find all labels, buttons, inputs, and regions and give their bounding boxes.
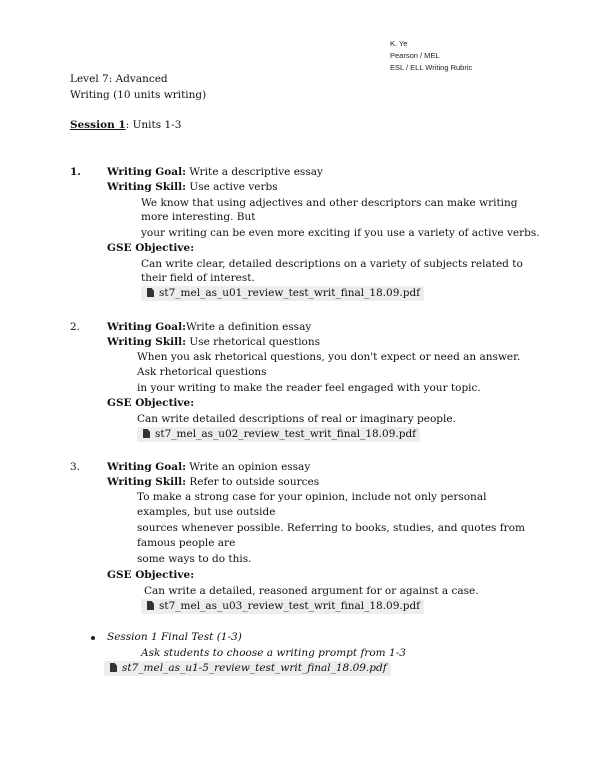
file-chip[interactable] bbox=[104, 661, 391, 676]
page-header bbox=[390, 38, 472, 74]
gse-label: GSE Objective: bbox=[107, 569, 195, 581]
item-number: 3. bbox=[70, 461, 81, 473]
header-author: K. Ye bbox=[390, 39, 408, 48]
file-name: st7_mel_as_u1-5_review_test_writ_final_18.09.pdf bbox=[122, 662, 387, 674]
skill-line: To make a strong case for your opinion, include not only personal bbox=[137, 491, 487, 503]
gse-label: GSE Objective: bbox=[107, 242, 195, 254]
skill-line: We know that using adjectives and other descriptors can make writing bbox=[141, 197, 518, 209]
writing-skill bbox=[107, 335, 320, 349]
final-test-note: Ask students to choose a writing prompt from 1-3 bbox=[141, 647, 406, 659]
writing-skill bbox=[107, 180, 278, 194]
item-number: 2. bbox=[70, 321, 81, 333]
skill-label: Writing Skill: bbox=[107, 181, 187, 193]
gse-line: Can write a detailed, reasoned argument for or against a case. bbox=[144, 585, 479, 597]
skill-line: your writing can be even more exciting if you use a variety of active verbs. bbox=[141, 227, 540, 239]
skill-line: Ask rhetorical questions bbox=[137, 366, 267, 378]
file-name: st7_mel_as_u01_review_test_writ_final_18.09.pdf bbox=[159, 287, 421, 299]
goal-text: Write a definition essay bbox=[185, 321, 312, 333]
session-label: Session 1 bbox=[70, 119, 126, 131]
skill-label: Writing Skill: bbox=[107, 476, 187, 488]
skill-label: Writing Skill: bbox=[107, 336, 187, 348]
skill-line: famous people are bbox=[137, 537, 236, 549]
file-icon bbox=[147, 601, 154, 610]
skill-text: Use rhetorical questions bbox=[186, 336, 321, 348]
file-chip[interactable] bbox=[137, 427, 420, 442]
skill-text: Refer to outside sources bbox=[186, 476, 320, 488]
writing-goal bbox=[107, 320, 311, 334]
file-icon bbox=[110, 663, 117, 672]
goal-text: Write a descriptive essay bbox=[185, 166, 323, 178]
goal-label: Writing Goal: bbox=[107, 166, 186, 178]
bullet-icon bbox=[91, 636, 95, 640]
writing-units: Writing (10 units writing) bbox=[70, 89, 207, 101]
file-icon bbox=[147, 288, 154, 297]
skill-text: Use active verbs bbox=[186, 181, 278, 193]
gse-line: their field of interest. bbox=[141, 272, 255, 284]
skill-line: more interesting. But bbox=[141, 211, 256, 223]
goal-text: Write an opinion essay bbox=[185, 461, 311, 473]
skill-line: examples, but use outside bbox=[137, 506, 276, 518]
writing-skill bbox=[107, 475, 319, 489]
final-test-title: Session 1 Final Test (1-3) bbox=[107, 631, 242, 643]
goal-label: Writing Goal: bbox=[107, 461, 186, 473]
file-name: st7_mel_as_u02_review_test_writ_final_18.09.pdf bbox=[155, 428, 417, 440]
goal-label: Writing Goal: bbox=[107, 321, 186, 333]
item-number: 1. bbox=[70, 166, 81, 178]
writing-goal bbox=[107, 165, 323, 179]
file-icon bbox=[143, 429, 150, 438]
skill-line: When you ask rhetorical questions, you don't expect or need an answer. bbox=[137, 351, 521, 363]
session-units: : Units 1-3 bbox=[125, 119, 182, 131]
writing-goal bbox=[107, 460, 310, 474]
gse-line: Can write detailed descriptions of real or imaginary people. bbox=[137, 413, 456, 425]
header-doc: ESL / ELL Writing Rubric bbox=[390, 63, 473, 72]
level-title: Level 7: Advanced bbox=[70, 73, 168, 85]
header-org: Pearson / MEL bbox=[390, 51, 440, 60]
file-name: st7_mel_as_u03_review_test_writ_final_18.09.pdf bbox=[159, 600, 421, 612]
gse-line: Can write clear, detailed descriptions on a variety of subjects related to bbox=[141, 258, 523, 270]
skill-line: sources whenever possible. Referring to books, studies, and quotes from bbox=[137, 522, 525, 534]
file-chip[interactable] bbox=[141, 599, 424, 614]
file-chip[interactable] bbox=[141, 286, 424, 301]
session-heading bbox=[70, 118, 181, 132]
gse-label: GSE Objective: bbox=[107, 397, 195, 409]
skill-line: some ways to do this. bbox=[137, 553, 252, 565]
skill-line: in your writing to make the reader feel engaged with your topic. bbox=[137, 382, 481, 394]
